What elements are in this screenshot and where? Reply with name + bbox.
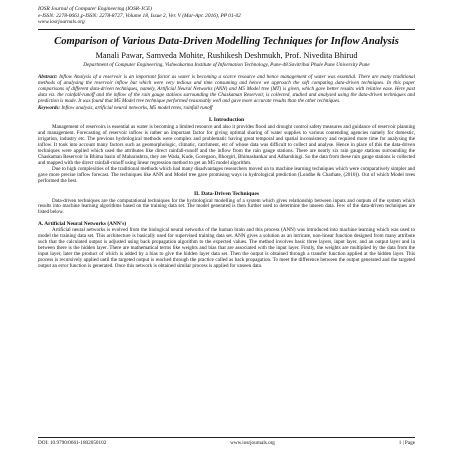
section-heading-introduction: I. Introduction [208,116,245,123]
data-driven-paragraph: Data-driven techniques are the computational techniques for the hydrological modelling of a system which gives relationship between inputs and outputs of the system which results into machine learning algorithms based on the training data set. The model generated is then further used to determine the unseen data. Few of the data-driven techniques are listed below. [38,197,415,216]
keywords-label: Keywords: [38,104,61,111]
subsection-heading-ann: A. Artificial Neural Networks (ANN's) [38,221,127,228]
keywords [38,105,415,111]
abstract [38,74,415,104]
abstract-text: Inflow Analysis of a reservoir is an important factor as water is becoming a scarce resource and hence management of water was essential. There are many traditional methods of analysing the reservoir inflow but which were very tedious and time consuming and hence we approach the soft computing data-driven techniques. In this paper comparisons of different data-driven techniques, namely, Artificial Neural Networks (ANN) and M5 Model tree (MT) is given, which gave better results with relative ease. Here past data viz. the rainfall-runoff and the inflow of the rain gauge stations surrounding the Chaskaman Reservoir, is collected, studied and analysed using the data-driven techniques and prediction is made. It was found that M5 Model tree technique performed reasonably well and gave more accurate results than the other techniques. [38,73,415,104]
section-heading-data-driven: II. Data-Driven Techniques [193,190,260,197]
journal-name: IOSR Journal of Computer Engineering (IOSR-JCE) [38,6,152,12]
paper-title: Comparison of Various Data-Driven Modelling Techniques for Inflow Analysis [54,35,399,47]
header-divider [38,29,415,30]
footer-website: www.iosrjournals.org [230,440,275,446]
footer-divider [38,437,415,438]
abstract-label: Abstract: [38,73,58,80]
page-footer [38,437,415,446]
ann-paragraph: Artificial neural networks is evolved from the biological neural networks of the human brain and this process (ANN) was introduced into machine learning which was used to model the training data set. This architecture is basically used for supervised training data set. ANN gives a solution as an intricate, non-linear function designed from many attribute such that the calculated output is adjusted using back propagation algorithm to the expected values. The method involves basic three layers, input layer, and an output layer and in between there is the hidden layer. There are mathematical terms like weights and bias that are associated with the input layer. Firstly, the weights are multiplied by the data from the input layer, later the product of which is added by a bias to give the hidden layer data set. Then the output is obtained through a transfer function applied at the hidden layer. This process is recursively applied until the targeted output is reached through the practice called as back propagation. To meet the difference between the output generated and the targeted output an error function is generated. Once this network is obtained similar process is applied for unseen data. [38,226,415,269]
paper-authors: Manali Pawar, Samveda Mohite, Rushikesh Deshmukh, Prof. Nivedita Bhirud [95,50,358,60]
journal-header [38,6,415,26]
keywords-text: Inflow analysis, artificial neural networks, M5 model trees, rainfall runoff [61,104,213,111]
paper-affiliation: Department of Computer Engineering, Vishwakarma Institute of Information Technology, Pune-48.Savitribai Phule Pune University Pune [83,61,370,68]
journal-website: www.iosrjournals.org [38,19,85,26]
intro-paragraph-2: Due to high complexities of the traditional methods which had many disadvantages researchers moved on to machine learning techniques which were comparatively simpler and gave more precise inflow forecast. The techniques like ANN and Model tree gave promising ways in hydrological prediction (Londhe & Charhate, (2010)). Out of which Model trees performed the best. [38,165,415,184]
footer-doi: DOI: 10.9790/0661-1802050102 [38,440,107,446]
journal-issn: e-ISSN: 2278-0661,p-ISSN: 2278-8727, Volume 18, Issue 2, Ver. V (Mar-Apr. 2016), PP 01-02 [38,12,241,19]
footer-page-number: 1 | Page [398,440,415,446]
intro-paragraph-1: Management of reservoirs is essential as water is becoming a limited resource and also it provides flood and drought control safety measures and guidance of reservoir planning and management. Forecasting of reservoir inflow is rather an important factor for giving optimal sharing of water supplies to various contending agencies namely for domestic, irrigation, industry etc. The previous hydrological methods were complex and problematic having great temporal and spatial inconsistency and required more time for analysing the inflow. It took into account many factors such as geomorphologic, climatic, catchment, etc of whose data was difficult to collect and analyse. Hence in place of this the data-driven techniques were applied which used the attributes like direct rainfall-runoff and the inflow from the rain gauge stations. There are nearly six rain gauge stations surrounding the Chaskaman Reservoir in Bhima basin of Maharashtra, they are Wada, Kude, Goregaon, Bhorgiri, Bhimashankar and Adharshingi. So the data from these rain gauge stations is collected and mapped with the direct rainfall-runoff using linear regression method to get an M5 model algorithm. [38,123,415,166]
